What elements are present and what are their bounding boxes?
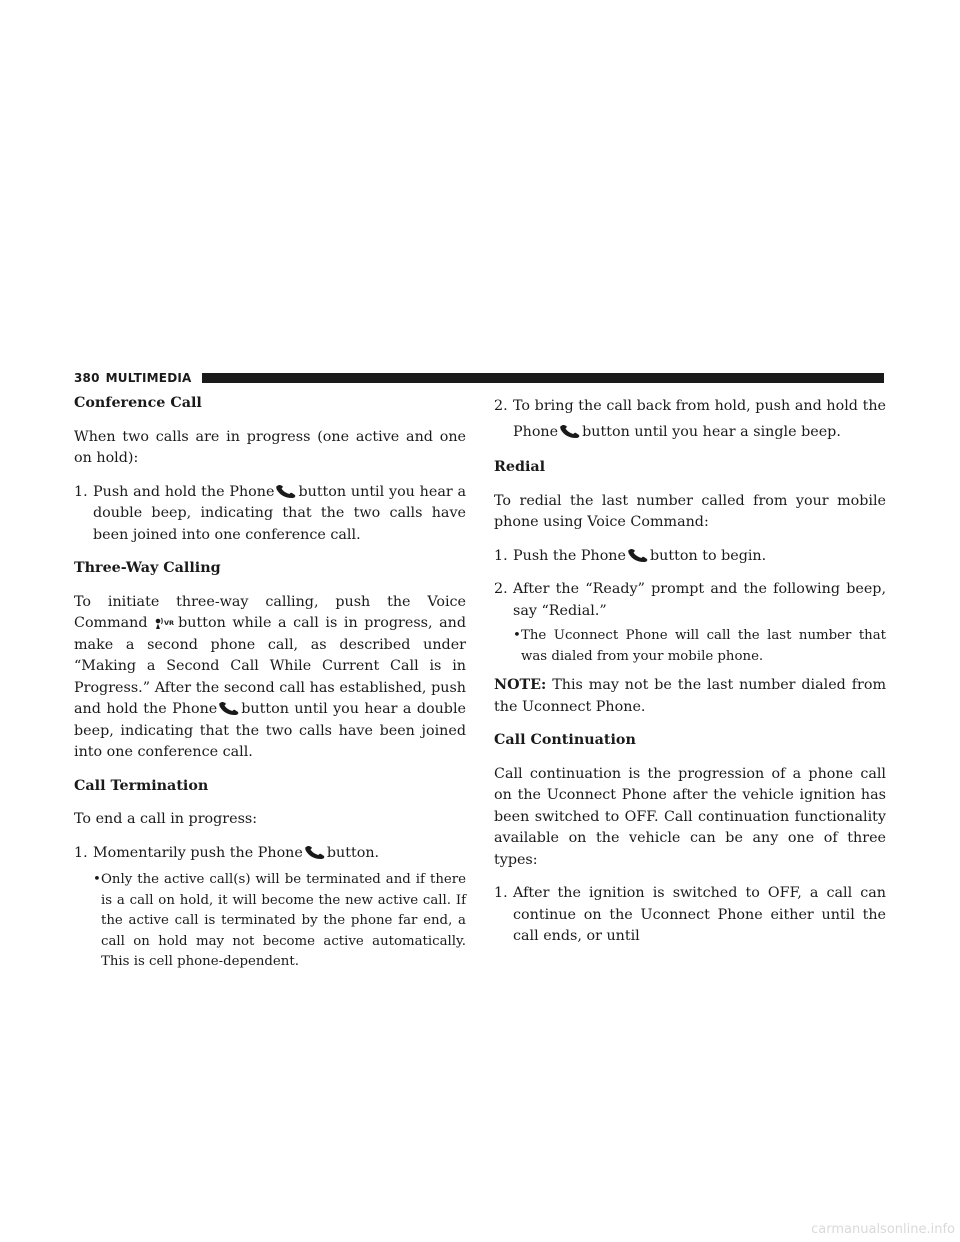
step-number: 1. (74, 483, 88, 500)
page-header (74, 370, 884, 386)
step-text: Push and hold the Phone (93, 483, 275, 500)
redial-step-1 (494, 546, 886, 568)
header-rule (202, 373, 884, 383)
paragraph-text: To initiate three-way calling, push the Voice Command (74, 593, 466, 631)
step-text: After the ignition is switched to OFF, a call can continue on the Uconnect Phone either until the call ends, or until (513, 885, 886, 944)
section-title: MULTIMEDIA (105, 371, 192, 385)
left-column (74, 393, 466, 981)
redial-intro: To redial the last number called from your mobile phone using Voice Command: (494, 492, 886, 530)
step-text: Push the Phone (513, 547, 626, 564)
termination-step-1 (74, 843, 466, 865)
hold-step-2 (494, 393, 886, 445)
step-text: After the “Ready” prompt and the following beep, say “Redial.” (513, 581, 886, 619)
step-text: button until you hear a double beep, indicating that the two calls have been joined into one conference call. (93, 483, 466, 543)
redial-step-2 (494, 579, 886, 622)
three-way-calling-text (74, 592, 466, 764)
step-text: To bring the call back from hold, push and hold the Phone (513, 398, 886, 440)
call-termination-heading: Call Termination (74, 777, 209, 794)
call-termination-intro: To end a call in progress: (74, 811, 258, 827)
right-column (494, 393, 886, 960)
redial-bullet (513, 626, 886, 667)
step-number: 2. (494, 581, 508, 597)
bullet-text: Only the active call(s) will be terminated and if there is a call on hold, it will become the new active call. If the active call is terminated by the phone far end, a call on hold may not become active automatically. This is cell phone-dependent. (101, 872, 466, 969)
paragraph-text: button until you hear a double beep, indicating that the two calls have been joined into one conference call. (74, 701, 466, 760)
page-number: 380 (74, 371, 100, 385)
step-text: Momentarily push the Phone (93, 844, 303, 861)
bullet-text: The Uconnect Phone will call the last number that was dialed from your mobile phone. (521, 628, 886, 664)
phone-icon (218, 702, 240, 716)
note-paragraph (494, 675, 886, 718)
watermark: carmanualsonline.info (811, 1222, 955, 1237)
svg-text:VR: VR (164, 619, 175, 627)
bullet-dot: • (513, 628, 521, 643)
termination-bullet (93, 870, 466, 973)
step-number: 2. (494, 398, 508, 414)
step-text: button. (326, 844, 380, 861)
step-number: 1. (494, 885, 508, 901)
phone-icon (627, 549, 649, 563)
voice-command-icon (155, 616, 177, 630)
step-text: button until you hear a single beep. (582, 424, 841, 440)
note-text: This may not be the last number dialed from the Uconnect Phone. (494, 677, 887, 715)
step-text: button to begin. (649, 547, 767, 564)
phone-icon (275, 485, 297, 499)
conference-call-heading: Conference Call (74, 395, 202, 411)
phone-icon (304, 846, 326, 860)
phone-icon (559, 425, 581, 439)
conference-step-1 (74, 482, 466, 547)
call-continuation-intro: Call continuation is the progression of a phone call on the Uconnect Phone after the vehicle ignition has been switched to OFF. Call continuation functionality available on the vehicle can be any one of three types: (494, 765, 886, 868)
note-label: NOTE: (494, 677, 547, 693)
paragraph-text: button while a call is in progress, and make a second phone call, as described under “Making a Second Call While Current Call is in Progress.” After the second call has established, push and hold the Phone (74, 615, 467, 717)
bullet-dot: • (93, 872, 101, 887)
continuation-step-1 (494, 883, 886, 948)
step-number: 1. (74, 844, 88, 861)
three-way-calling-heading: Three-Way Calling (74, 560, 221, 576)
call-continuation-heading: Call Continuation (494, 732, 636, 748)
redial-heading: Redial (494, 459, 546, 475)
conference-call-intro: When two calls are in progress (one active and one on hold): (74, 428, 466, 466)
step-number: 1. (494, 547, 508, 564)
